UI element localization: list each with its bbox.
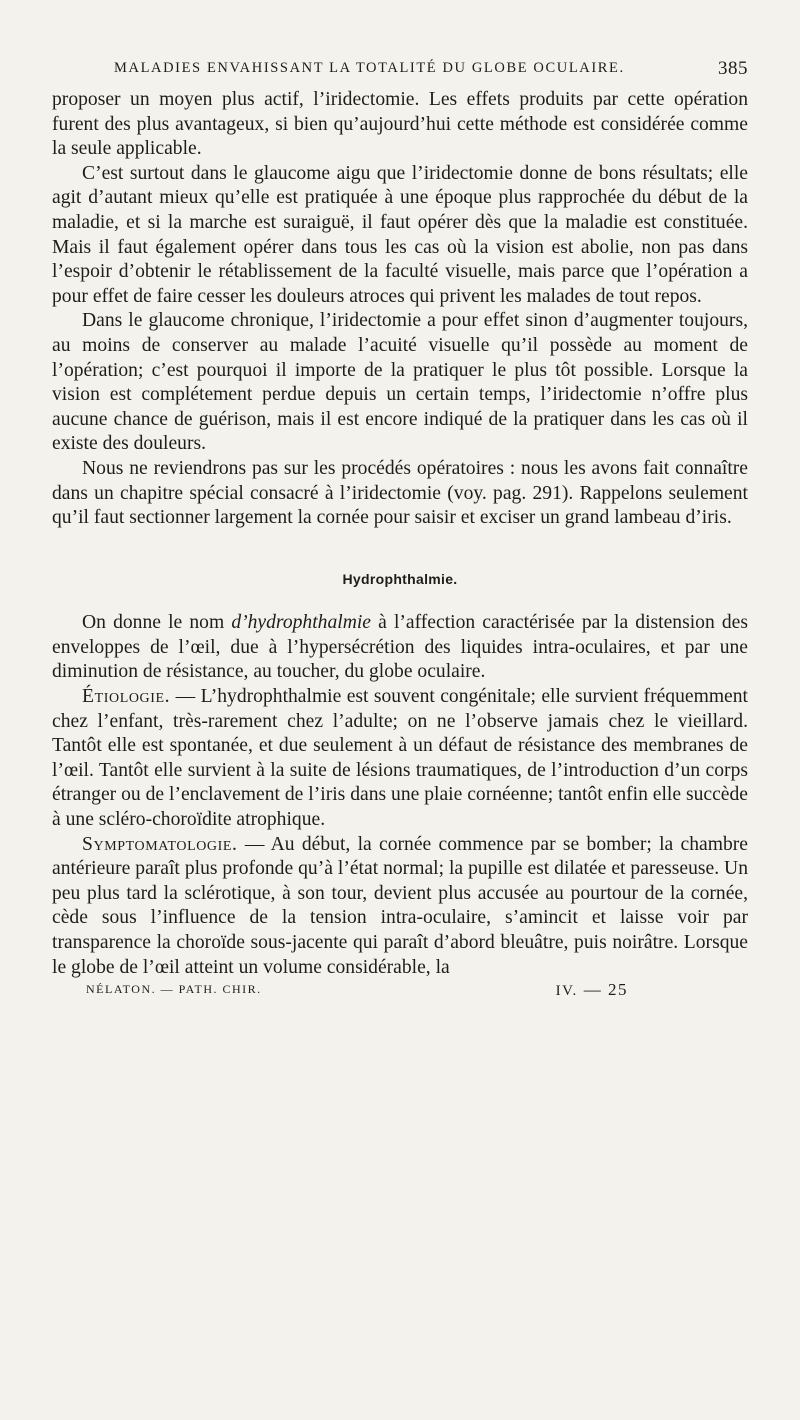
paragraph: proposer un moyen plus actif, l’iridectomie. Les effets produits par cette opération furent des plus avantageux, si bien qu’aujourd’hui cette méthode est considérée comme la seule applicable. (52, 89, 748, 160)
paragraph: Nous ne reviendrons pas sur les procédés opératoires : nous les avons fait connaître dans un chapitre spécial consacré à l’iridectomie (voy. pag. 291). Rappelons seulement qu’il faut sectionner largement la cornée pour saisir et exciser un grand lambeau d’iris. (52, 457, 748, 529)
page-footer (52, 982, 748, 1006)
running-title: MALADIES ENVAHISSANT LA TOTALITÉ DU GLOBE OCULAIRE. (114, 60, 625, 76)
paragraph (52, 685, 748, 833)
text-run: — Au début, la cornée commence par se bomber; la chambre antérieure paraît plus profonde qu’à l’état normal; la pupille est dilatée et paresseuse. Un peu plus tard la sclérotique, à son tour, devient plus accusée au pourtour de la cornée, cède sous l’influence de la tension intra-oculaire, s’amincit et laisse voir par transparence la choroïde sous-jacente qui paraît d’abord bleuâtre, puis noirâtre. Lorsque le globe de l’œil atteint un volume considérable, la (52, 833, 748, 978)
book-page (52, 58, 748, 1006)
footer-work: NÉLATON. — PATH. CHIR. (86, 982, 262, 997)
paragraph (52, 833, 748, 981)
volume-number: IV. (555, 983, 578, 1000)
sheet-signature: — 25 (583, 980, 628, 1000)
section-heading: Hydrophthalmie. (342, 570, 458, 587)
subsection-label: Symptomatologie. (82, 833, 238, 855)
footer-signature (556, 980, 628, 1000)
paragraph (52, 611, 748, 685)
running-header (52, 58, 748, 88)
page-number: 385 (718, 58, 748, 79)
subsection-label: Étiologie. (82, 686, 171, 708)
text-run: — L’hydrophthalmie est souvent congénitale; elle survient fréquemment chez l’enfant, très-rarement chez l’adulte; on ne l’observe jamais chez le vieillard. Tantôt elle est spontanée, et due seulement à un défaut de résistance des membranes de l’œil. Tantôt elle survient à la suite de lésions traumatiques, de l’introduction d’un corps étranger ou de l’enclavement de l’iris dans une plaie cornéenne; tantôt enfin elle succède à une scléro-choroïdite atrophique. (52, 686, 748, 831)
text-run: On donne le nom (82, 612, 232, 634)
paragraph: Dans le glaucome chronique, l’iridectomie a pour effet sinon d’augmenter toujours, au moins de conserver au malade l’acuité visuelle qu’il possède au moment de l’opération; c’est pourquoi il importe de la pratiquer le plus tôt possible. Lorsque la vision est complétement perdue depuis un certain temps, l’iridectomie n’offre plus aucune chance de guérison, mais il est encore indiqué de la pratiquer dans les cas où il existe des douleurs. (52, 310, 748, 455)
paragraph: C’est surtout dans le glaucome aigu que l’iridectomie donne de bons résultats; elle agit d’autant mieux qu’elle est pratiquée à une époque plus rapprochée du début de la maladie, et si la marche est suraiguë, il faut opérer dès que la maladie est constituée. Mais il faut également opérer dans tous les cas où la vision est abolie, non pas dans l’espoir d’obtenir le rétablissement de la faculté visuelle, mais parce que l’opération a pour effet de faire cesser les douleurs atroces qui privent les malades de tout repos. (52, 162, 748, 307)
body-text (52, 88, 748, 980)
text-run: à l’affection caractérisée par la distension des enveloppes de l’œil, due à l’hypersécrétion des liquides intra-oculaires, et par une diminution de résistance, au toucher, du globe oculaire. (52, 612, 748, 683)
italic-term: d’hydrophthalmie (231, 612, 371, 634)
